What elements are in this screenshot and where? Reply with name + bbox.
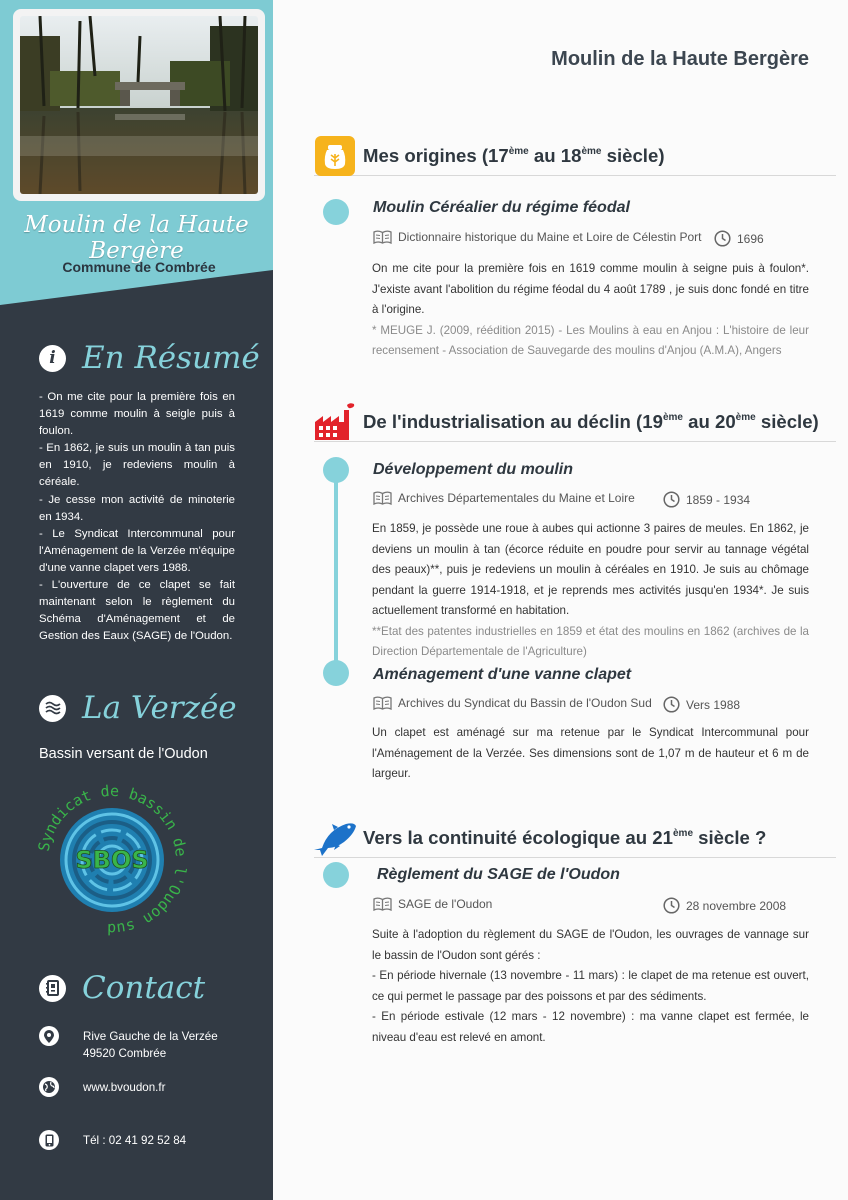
verzee-heading bbox=[39, 690, 237, 726]
svg-text:SBOS: SBOS bbox=[75, 846, 149, 874]
section-title: Vers la continuité écologique au 21ème siècle ? bbox=[363, 827, 767, 848]
section-title: De l'industrialisation au déclin (19ème au 20ème siècle) bbox=[363, 411, 819, 432]
fish-icon bbox=[314, 818, 356, 858]
timeline-dot bbox=[323, 199, 349, 225]
entry-meta bbox=[373, 230, 813, 248]
contact-book-icon bbox=[39, 975, 66, 1002]
book-icon bbox=[373, 696, 392, 710]
entry-title: Moulin Céréalier du régime féodal bbox=[373, 199, 630, 216]
entry-text: En 1859, je possède une roue à aubes qui actionne 3 paires de meules. En 1862, je deviens un moulin à tan (écorce réduite en poudre pour servir au tannage végétal des peaux)**, puis je redeviens un moulin à céréales en 1910. Je suis au chômage pendant la guerre 1914-1918, et je reprends mes activités jusqu'en 1934*. Je suis actuellement transformé en habitation. bbox=[372, 522, 809, 617]
entry-body bbox=[372, 925, 809, 1048]
contact-website[interactable] bbox=[39, 1077, 166, 1097]
svg-text:Syndicat de bassin de l'Oudon: Syndicat de bassin de l'Oudon sud bbox=[34, 782, 190, 938]
website-link[interactable]: www.bvoudon.fr bbox=[83, 1081, 166, 1094]
resume-list bbox=[39, 389, 235, 645]
phone-number: Tél : 02 41 92 52 84 bbox=[83, 1134, 187, 1147]
entry-body bbox=[372, 723, 809, 785]
contact-phone bbox=[39, 1130, 186, 1150]
entry-date: 1696 bbox=[714, 230, 764, 247]
entry-date: 1859 - 1934 bbox=[663, 491, 750, 508]
entry-footnote: **Etat des patentes industrielles en 1859 et état des moulins en 1862 (archives de la Direction Départementale de l'Agriculture) bbox=[372, 624, 809, 658]
book-icon bbox=[373, 230, 392, 244]
section-origins bbox=[314, 136, 836, 176]
contact-heading bbox=[39, 970, 205, 1006]
entry-source: Archives du Syndicat du Bassin de l'Oudon Sud bbox=[373, 696, 652, 710]
commune-name: Commune de Combrée bbox=[62, 259, 216, 275]
sbos-logo bbox=[34, 782, 190, 938]
timeline-dot bbox=[323, 660, 349, 686]
section-title: Mes origines (17ème au 18ème siècle) bbox=[363, 145, 665, 166]
sidebar-title: Moulin de la Haute Bergère bbox=[24, 212, 249, 264]
entry-source: Archives Départementales du Maine et Loire bbox=[373, 491, 635, 505]
entry-text: - En période estivale (12 mars - 12 novembre) : ma vanne clapet est fermée, le niveau d'eau est relevé en amont. bbox=[372, 1010, 809, 1044]
entry-meta bbox=[373, 491, 813, 509]
entry-source: Dictionnaire historique du Maine et Loire de Célestin Port bbox=[373, 230, 702, 244]
entry-date: Vers 1988 bbox=[663, 696, 740, 713]
entry-text: - En période hivernale (13 novembre - 11 mars) : le clapet de ma retenue est ouvert, ce qui permet le passage par des poissons et par des sédiments. bbox=[372, 969, 809, 1003]
timeline-dot bbox=[323, 862, 349, 888]
phone-icon bbox=[39, 1130, 59, 1150]
entry-text: Suite à l'adoption du règlement du SAGE de l'Oudon, les ouvrages de vannage sur le bassin de l'Oudon sont gérés : bbox=[372, 928, 809, 962]
clock-icon bbox=[663, 491, 680, 508]
entry-body bbox=[372, 259, 809, 362]
verzee-text: Bassin versant de l'Oudon bbox=[39, 746, 208, 762]
clock-icon bbox=[663, 696, 680, 713]
section-industrialisation bbox=[314, 402, 836, 442]
timeline-connector bbox=[334, 470, 338, 675]
globe-icon bbox=[39, 1077, 59, 1097]
entry-meta bbox=[373, 696, 813, 714]
sidebar bbox=[0, 0, 273, 1200]
entry-meta bbox=[373, 897, 813, 915]
contact-heading-text: Contact bbox=[82, 970, 206, 1006]
resume-item: - On me cite pour la première fois en 1619 comme moulin à seigle puis à foulon. bbox=[39, 391, 235, 438]
resume-item: - En 1862, je suis un moulin à tan puis en 1910, je redeviens moulin à céréale. bbox=[39, 442, 235, 489]
resume-item: - L'ouverture de ce clapet se fait maintenant selon le règlement du Schéma d'Aménagement et de Gestion des Eaux (SAGE) de l'Oudon. bbox=[39, 579, 235, 643]
mill-photo bbox=[20, 16, 258, 194]
entry-title: Développement du moulin bbox=[373, 461, 574, 478]
entry-title: Aménagement d'une vanne clapet bbox=[373, 666, 632, 683]
book-icon bbox=[373, 897, 392, 911]
info-icon: i bbox=[39, 345, 66, 372]
entry-date: 28 novembre 2008 bbox=[663, 897, 786, 914]
book-icon bbox=[373, 491, 392, 505]
clock-icon bbox=[663, 897, 680, 914]
resume-heading bbox=[39, 340, 260, 376]
page-title: Moulin de la Haute Bergère bbox=[551, 48, 809, 70]
entry-footnote: * MEUGE J. (2009, réédition 2015) - Les Moulins à eau en Anjou : L'histoire de leur recensement - Association de Sauvegarde des moulins d'Anjou (A.M.A), Angers bbox=[372, 323, 809, 357]
entry-title: Règlement du SAGE de l'Oudon bbox=[377, 866, 620, 883]
section-ecology bbox=[314, 818, 836, 858]
mill-photo-frame bbox=[13, 9, 265, 201]
factory-icon bbox=[314, 402, 356, 442]
entry-text: Un clapet est aménagé sur ma retenue par le Syndicat Intercommunal pour l'Aménagement de la Verzée. Ses dimensions sont de 1,07 m de hauteur et 6 m de largeur. bbox=[372, 726, 809, 780]
timeline-dot bbox=[323, 457, 349, 483]
address-line-1: Rive Gauche de la Verzée bbox=[83, 1030, 218, 1043]
entry-source: SAGE de l'Oudon bbox=[373, 897, 492, 911]
contact-address bbox=[39, 1026, 218, 1062]
entry-body bbox=[372, 519, 809, 663]
location-pin-icon bbox=[39, 1026, 59, 1046]
verzee-heading-text: La Verzée bbox=[82, 690, 237, 726]
resume-item: - Le Syndicat Intercommunal pour l'Aménagement de la Verzée m'équipe d'une vanne clapet vers 1988. bbox=[39, 527, 235, 574]
resume-heading-text: En Résumé bbox=[82, 340, 260, 376]
address-line-2: 49520 Combrée bbox=[83, 1047, 167, 1060]
waves-icon bbox=[39, 695, 66, 722]
wheat-sack-icon bbox=[314, 136, 356, 176]
clock-icon bbox=[714, 230, 731, 247]
entry-text: On me cite pour la première fois en 1619 comme moulin à seigne puis à foulon*. J'existe avant l'abolition du régime féodal du 4 août 1789 , je suis donc fondé en titre à l'origine. bbox=[372, 262, 809, 316]
resume-item: - Je cesse mon activité de minoterie en 1934. bbox=[39, 493, 235, 523]
